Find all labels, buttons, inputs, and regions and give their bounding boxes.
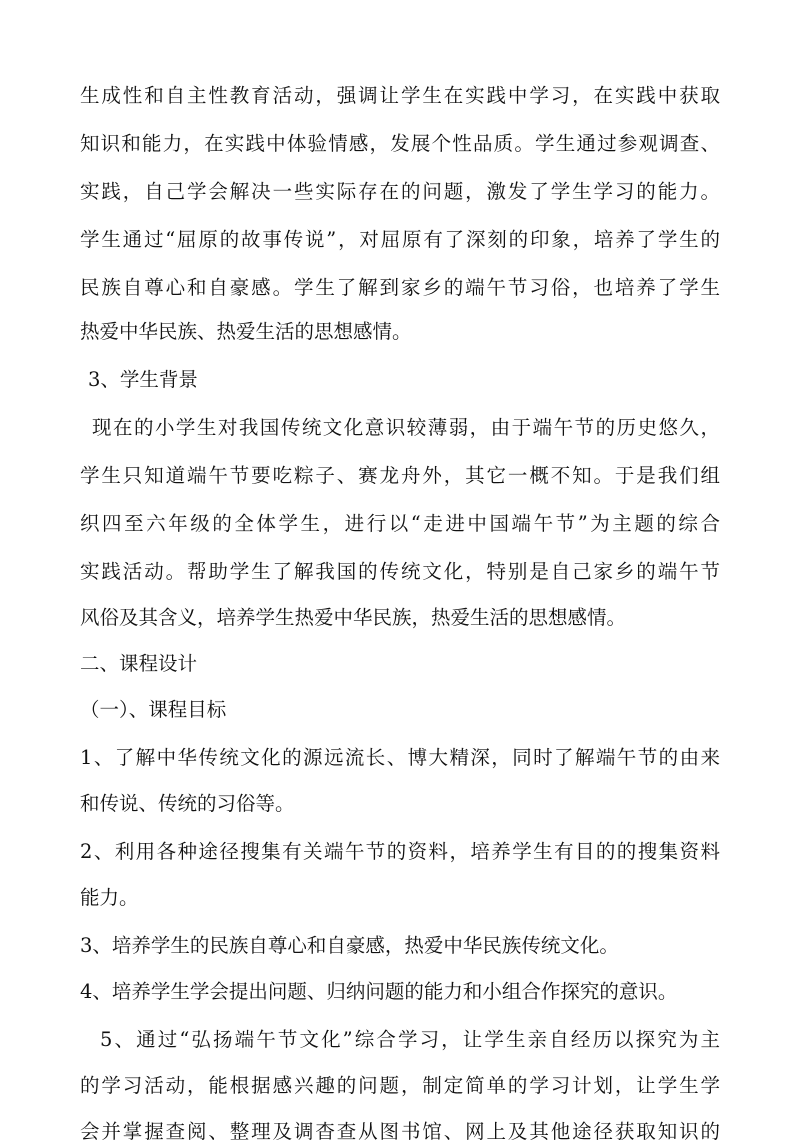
text-line: 实践，自己学会解决一些实际存在的问题，激发了学生学习的能力。 [80, 180, 720, 203]
section-heading: 二、课程设计 [80, 652, 198, 675]
text-line: 3、培养学生的民族自尊心和自豪感，热爱中华民族传统文化。 [80, 934, 619, 957]
text-line: 和传说、传统的习俗等。 [80, 792, 295, 815]
text-line: 生成性和自主性教育活动，强调让学生在实践中学习，在实践中获取 [80, 84, 720, 107]
text-line: 会并掌握查阅、整理及调杳查从图书馆、网上及其他途径获取知识的 [80, 1120, 720, 1143]
text-line: 织四至六年级的全体学生，进行以“走进中国端午节”为主题的综合 [80, 512, 720, 535]
text-line: 2、利用各种途径搜集有关端午节的资料，培养学生有目的的搜集资料 [80, 840, 720, 863]
text-line: 能力。 [80, 886, 139, 909]
subsection-heading: （一）、课程目标 [80, 698, 227, 721]
text-line: 知识和能力，在实践中体验情感，发展个性品质。学生通过参观调查、 [80, 132, 720, 155]
text-line: 热爱中华民族、热爱生活的思想感情。 [80, 320, 412, 343]
text-line: 实践活动。帮助学生了解我国的传统文化，特别是自己家乡的端午节 [80, 560, 720, 583]
text-line: 学生通过“屈原的故事传说”，对屈原有了深刻的印象，培养了学生的 [80, 228, 720, 251]
text-line: 1、了解中华传统文化的源远流长、博大精深，同时了解端午节的由来 [80, 746, 720, 769]
text-line: 现在的小学生对我国传统文化意识较薄弱，由于端午节的历史悠久， [92, 416, 720, 439]
text-line: 风俗及其含义，培养学生热爱中华民族，热爱生活的思想感情。 [80, 606, 627, 629]
text-line: 4、培养学生学会提出问题、归纳问题的能力和小组合作探究的意识。 [80, 980, 678, 1003]
text-line: 学生只知道端午节要吃粽子、赛龙舟外，其它一概不知。于是我们组 [80, 464, 720, 487]
section-heading: 3、学生背景 [88, 368, 198, 391]
text-line: 5、通过“弘扬端午节文化”综合学习，让学生亲自经历以探究为主 [100, 1028, 720, 1051]
text-line: 的学习活动，能根据感兴趣的问题，制定简单的学习计划，让学生学 [80, 1074, 720, 1097]
text-line: 民族自尊心和自豪感。学生了解到家乡的端午节习俗，也培养了学生 [80, 276, 720, 299]
